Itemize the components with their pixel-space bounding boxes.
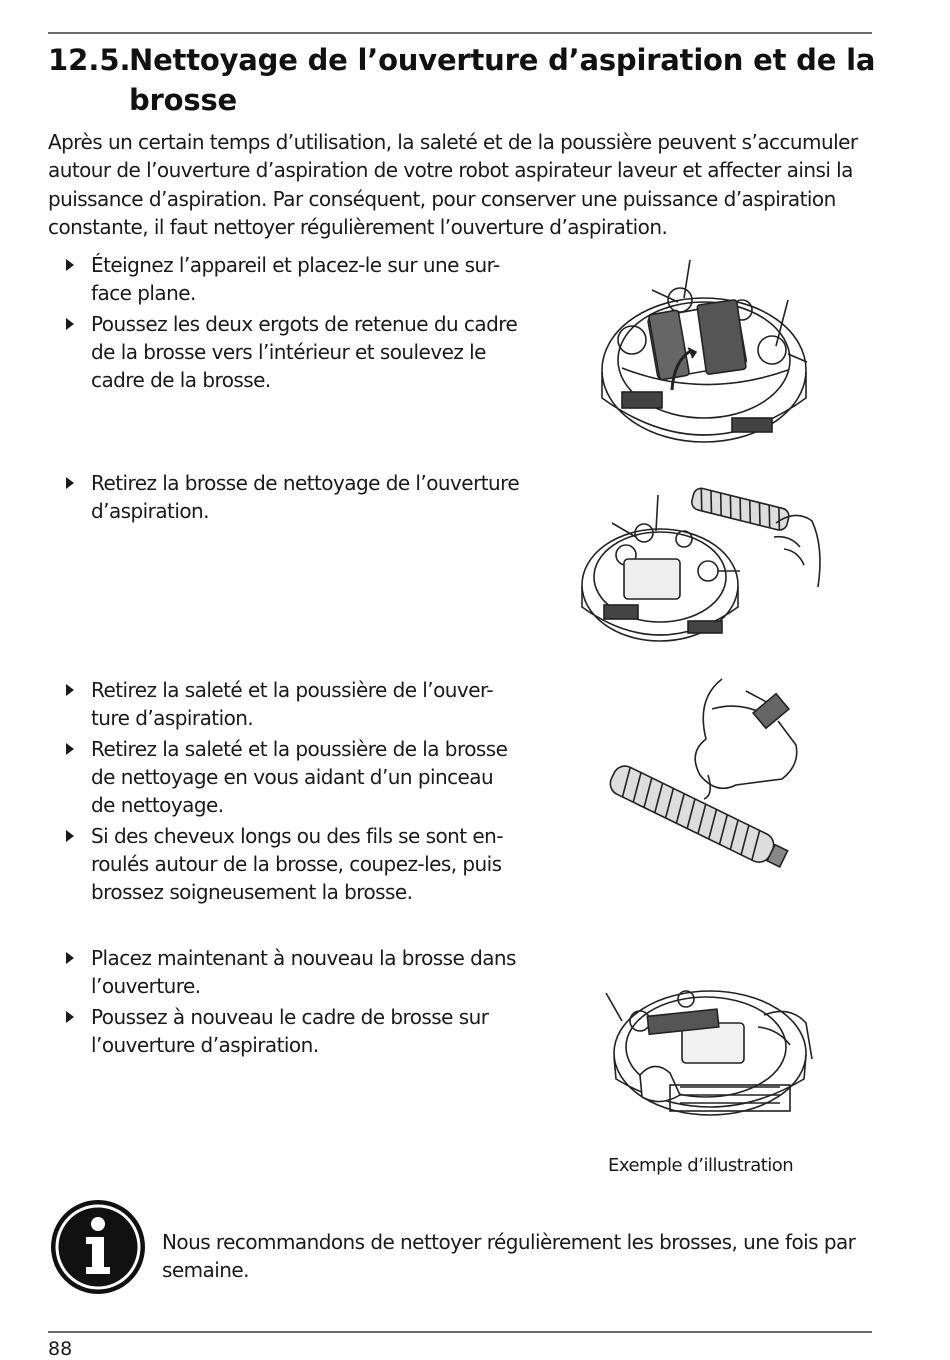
steps-list-4: [64, 944, 534, 1061]
bullet-arrow-icon: [66, 830, 74, 842]
bullet-arrow-icon: [66, 318, 74, 330]
bottom-rule: [48, 1331, 872, 1333]
steps-list-3: [64, 676, 534, 909]
steps-list-2: [64, 469, 534, 528]
list-item: Poussez à nouveau le cadre de brosse sur l’ouverture d’aspiration.: [64, 1003, 534, 1060]
list-item: Retirez la saleté et la poussière de la brosse de nettoyage en vous aidant d’un pinceau de nettoyage.: [64, 735, 534, 820]
bullet-arrow-icon: [66, 259, 74, 271]
steps-list-1: [64, 251, 534, 397]
list-item: Poussez les deux ergots de retenue du cadre de la brosse vers l’intérieur et soulevez le cadre de la brosse.: [64, 310, 534, 395]
list-item: Éteignez l’appareil et placez-le sur une sur- face plane.: [64, 251, 534, 308]
info-note-text: Nous recommandons de nettoyer régulièrement les brosses, une fois par semaine.: [162, 1230, 856, 1283]
bullet-arrow-icon: [66, 952, 74, 964]
robot-brush-frame-illustration: [592, 250, 822, 458]
list-item: Retirez la brosse de nettoyage de l’ouverture d’aspiration.: [64, 469, 534, 526]
robot-reinsert-brush-illustration: [600, 975, 815, 1125]
section-number: 12.5.: [48, 43, 131, 77]
bullet-arrow-icon: [66, 684, 74, 696]
list-item: Placez maintenant à nouveau la brosse dans l’ouverture.: [64, 944, 534, 1001]
illustration-caption: Exemple d’illustration: [608, 1155, 794, 1176]
bullet-arrow-icon: [66, 743, 74, 755]
bullet-arrow-icon: [66, 477, 74, 489]
brush-cleaning-illustration: [596, 675, 811, 885]
section-title: Nettoyage de l’ouverture d’aspiration et de la brosse: [129, 43, 876, 117]
list-item: Si des cheveux longs ou des fils se sont en- roulés autour de la brosse, coupez-les, puis brossez soigneusement la brosse.: [64, 822, 534, 907]
robot-remove-brush-illustration: [578, 475, 828, 660]
bullet-arrow-icon: [66, 1011, 74, 1023]
intro-paragraph: Après un certain temps d’utilisation, la saleté et de la poussière peuvent s’accumuler autour de l’ouverture d’aspiration de votre robot aspirateur laveur et affecter ainsi la puissance d’aspiration. Par conséquent, pour conserver une puissance d’aspiration constante, il faut nettoyer régulièrement l’ouverture d’aspiration.: [48, 130, 858, 240]
section-heading: [48, 40, 878, 120]
info-icon: [50, 1199, 146, 1295]
page-number: 88: [48, 1338, 73, 1360]
list-item: Retirez la saleté et la poussière de l’ouver- ture d’aspiration.: [64, 676, 534, 733]
top-rule: [48, 32, 872, 34]
